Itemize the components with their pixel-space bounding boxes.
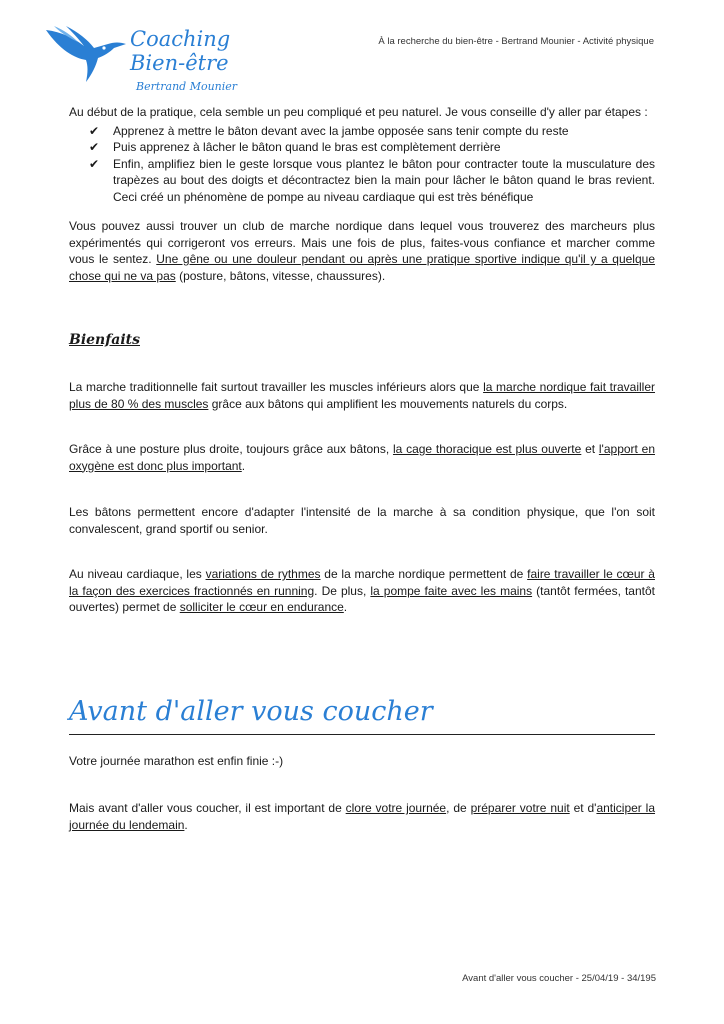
coaching-logo (44, 24, 244, 104)
logo-title-line1: Coaching (130, 27, 231, 51)
text-span: et d' (569, 801, 597, 815)
underlined-span: la marche nordique fait travailler plus de 80 % des muscles (69, 380, 655, 411)
list-item (69, 156, 655, 206)
underlined-span: la pompe faite avec les mains (370, 583, 533, 598)
club-text: Vous pouvez aussi trouver un club de marche nordique dans lequel vous trouverez des marcheurs plus expérimentés qui corrigeront vos erreurs. Mais une fois de plus, faites-vous confiance et marcher comme vous le sentez. (69, 219, 655, 266)
bienfaits-p1 (69, 379, 655, 412)
chapter-heading: Avant d'aller vous coucher (69, 694, 655, 735)
bienfaits-p2 (69, 441, 655, 474)
check-icon: ✔ (89, 156, 100, 171)
text-span: . De plus, (314, 583, 371, 598)
underlined-span: faire travailler le cœur à la façon des exercices fractionnés en running (69, 567, 655, 598)
text-span: Mais avant d'aller vous coucher, il est important de (69, 801, 346, 815)
text-span: grâce aux bâtons qui amplifient les mouvements naturels du corps. (208, 396, 568, 411)
underlined-span: solliciter le cœur en endurance (179, 600, 344, 614)
running-header: À la recherche du bien-être - Bertrand Mounier - Activité physique (378, 36, 654, 47)
text-span: de la marche nordique permettent de (320, 567, 528, 581)
text-span: et (581, 442, 599, 456)
bienfaits-p4 (69, 566, 655, 616)
club-tail: (posture, bâtons, vitesse, chaussures). (175, 268, 386, 283)
intro-paragraph: Au début de la pratique, cela semble un peu compliqué et peu naturel. Je vous conseille d'y aller par étapes : (69, 105, 648, 119)
check-icon: ✔ (89, 140, 100, 154)
bienfaits-p3 (69, 504, 655, 537)
underlined-span: clore votre journée (345, 801, 447, 815)
text-span: . (184, 817, 188, 832)
step-text: Puis apprenez à lâcher le bâton quand le bras est complètement derrière (113, 140, 501, 154)
steps-list (69, 123, 655, 206)
step-text: Apprenez à mettre le bâton devant avec la jambe opposée sans tenir compte du reste (113, 123, 569, 138)
underlined-span: préparer votre nuit (470, 801, 570, 815)
underlined-span: variations de rythmes (205, 567, 321, 581)
underlined-span: l'apport en oxygène est donc plus important (69, 442, 655, 473)
club-paragraph (69, 218, 655, 284)
page-footer: Avant d'aller vous coucher - 25/04/19 - 34/195 (462, 973, 656, 984)
text-span: . (343, 600, 348, 614)
paragraph-text: Les bâtons permettent encore d'adapter l'intensité de la marche à sa condition physique, que l'on soit convalescent, grand sportif ou senior. (69, 505, 655, 536)
logo-author: Bertrand Mounier (136, 80, 238, 93)
step-text: Enfin, amplifiez bien le geste lorsque vous plantez le bâton pour contracter toute la musculature des trapèzes au bout des doigts et décontractez bien la main pour lâcher le bâton quand le bras revient. Ceci créé un phénomène de pompe au niveau cardiaque qui est très bénéfique (113, 156, 655, 204)
check-icon: ✔ (89, 123, 100, 138)
text-span: Au niveau cardiaque, les (69, 567, 206, 581)
coucher-p1 (69, 753, 655, 770)
paragraph-text: Votre journée marathon est enfin finie :-) (69, 754, 284, 768)
club-section (69, 218, 655, 284)
logo-title-line2: Bien-être (130, 51, 229, 75)
section-heading-bienfaits: Bienfaits (69, 332, 140, 348)
underlined-span: anticiper la journée du lendemain (69, 801, 656, 832)
text-span: , de (446, 801, 471, 815)
coucher-p2 (69, 800, 655, 833)
underlined-span: la cage thoracique est plus ouverte (392, 442, 582, 456)
text-span: . (241, 458, 246, 473)
text-span: La marche traditionnelle fait surtout travailler les muscles inférieurs alors que (69, 380, 484, 394)
list-item (69, 139, 655, 156)
list-item (69, 123, 655, 140)
club-underlined: Une gêne ou une douleur pendant ou après une pratique sportive indique qu'il y a quelque chose qui ne va pas (69, 252, 655, 283)
text-span: (tantôt fermées, tantôt ouvertes) permet de (69, 583, 655, 614)
intro-section (69, 104, 655, 205)
text-span: Grâce à une posture plus droite, toujours grâce aux bâtons, (69, 442, 393, 456)
hummingbird-icon (44, 24, 134, 86)
